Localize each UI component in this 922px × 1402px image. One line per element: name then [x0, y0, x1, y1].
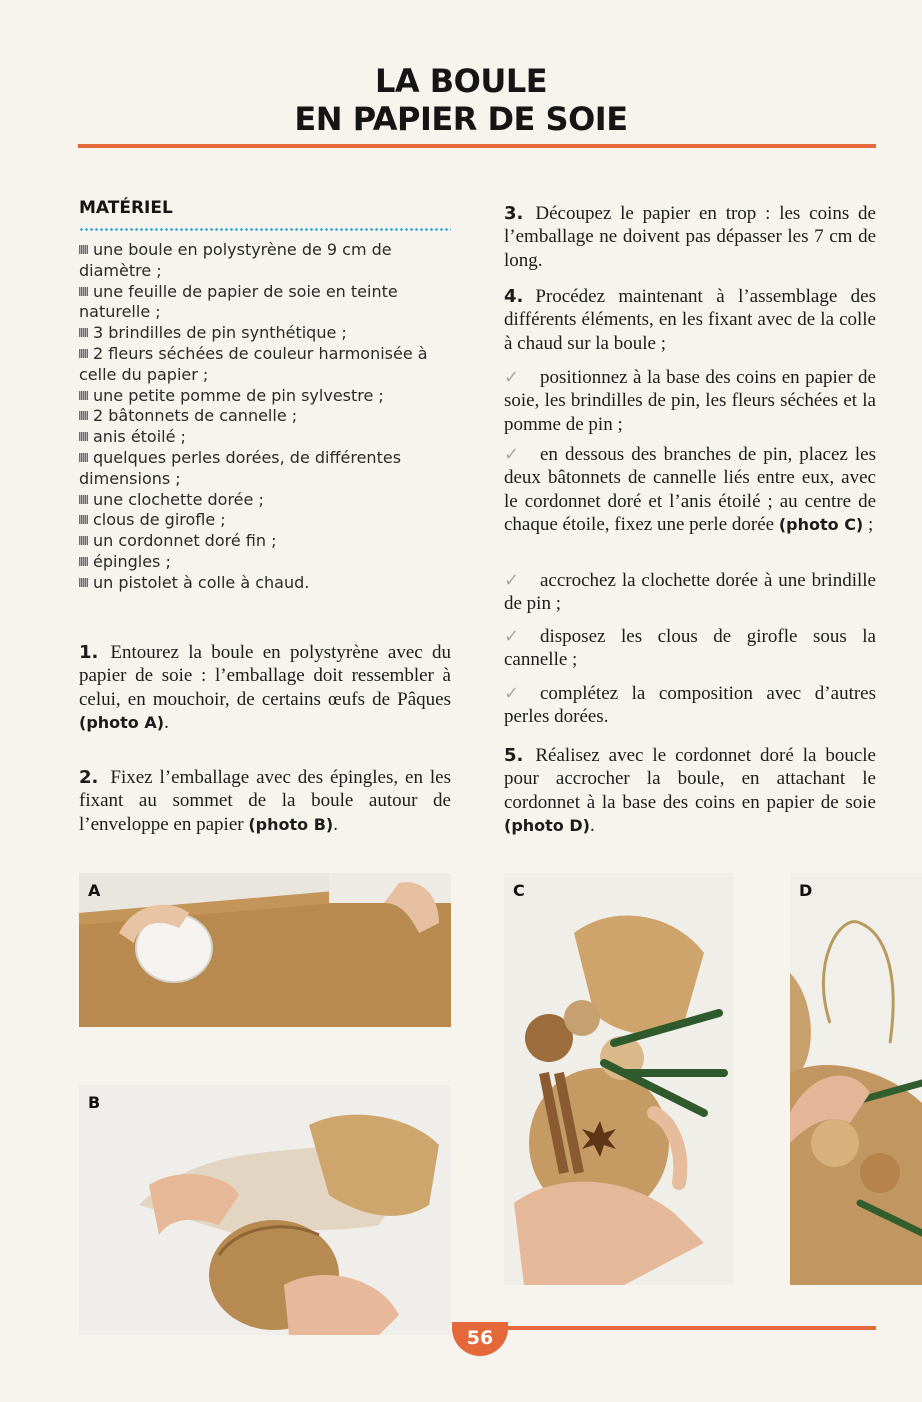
substep-2: ✓ en dessous des branches de pin, placez les deux bâtonnets de cannelle liés entre eux, avec le cordonnet doré et l’anis étoilé ; au centre de chaque étoile, fixez une perle dorée (photo C) ;: [504, 444, 876, 535]
square-bullet-icon: [79, 453, 88, 462]
list-item: épingles ;: [79, 552, 451, 573]
list-item: une feuille de papier de soie en teinte naturelle ;: [79, 281, 398, 322]
check-mark-icon: ✓: [504, 683, 520, 704]
photo-c: [504, 873, 734, 1285]
square-bullet-icon: [79, 391, 88, 400]
page-title: [0, 62, 922, 138]
square-bullet-icon: [79, 578, 88, 587]
photo-reference: (photo D): [504, 815, 590, 835]
step-2: 2. Fixez l’emballage avec des épingles, en les fixant au sommet de la boule autour de l’enveloppe en papier (photo B).: [79, 767, 451, 835]
photo-reference: (photo A): [79, 712, 165, 732]
check-mark-icon: ✓: [504, 570, 520, 591]
check-mark-icon: ✓: [504, 444, 520, 465]
substep-3: [504, 569, 876, 616]
page-number: 56: [452, 1322, 508, 1356]
photo-d-illustration: [790, 873, 922, 1285]
step-number: 1.: [79, 642, 99, 663]
step-4: [504, 285, 876, 355]
square-bullet-icon: [79, 495, 88, 504]
photo-label: C: [513, 881, 525, 900]
step-number: 4.: [504, 286, 524, 307]
list-item: un pistolet à colle à chaud.: [79, 573, 451, 594]
square-bullet-icon: [79, 432, 88, 441]
substep-5: [504, 682, 876, 729]
check-mark-icon: ✓: [504, 367, 520, 388]
step-text: complétez la composition avec d’autres perles dorées.: [504, 683, 876, 728]
step-text: Fixez l’emballage avec des épingles, en les fixant au sommet de la boule autour de l’enveloppe en papier: [79, 767, 451, 835]
square-bullet-icon: [79, 245, 88, 254]
step-number: 5.: [504, 745, 524, 766]
photo-label: B: [88, 1093, 101, 1112]
photo-b: [79, 1085, 451, 1335]
list-item: une petite pomme de pin sylvestre ;: [79, 386, 451, 407]
photo-a: [79, 873, 451, 1027]
materials-list: [79, 240, 451, 594]
square-bullet-icon: [79, 411, 88, 420]
check-mark-icon: ✓: [504, 626, 520, 647]
list-item: clous de girofle ;: [79, 510, 451, 531]
photo-reference: (photo C): [778, 514, 864, 534]
square-bullet-icon: [79, 328, 88, 337]
list-item: un cordonnet doré fin ;: [79, 531, 451, 552]
step-3: [504, 202, 876, 272]
photo-b-illustration: [79, 1085, 451, 1335]
step-1: 1. Entourez la boule en polystyrène avec du papier de soie : l’emballage doit ressembler à celui, en mouchoir, de certains œufs de Pâques (photo A).: [79, 642, 451, 733]
list-item: 2 bâtonnets de cannelle ;: [79, 406, 451, 427]
square-bullet-icon: [79, 557, 88, 566]
page-title-line-1: LA BOULE: [374, 62, 548, 100]
photo-a-illustration: [79, 873, 451, 1027]
substep-4: [504, 625, 876, 672]
substep-1: [504, 366, 876, 436]
photo-reference: (photo B): [248, 814, 334, 834]
photo-d: [790, 873, 922, 1285]
list-item: une boule en polystyrène de 9 cm de diamètre ;: [79, 240, 392, 280]
list-item: 3 brindilles de pin synthétique ;: [79, 323, 451, 344]
page-title-line-2: EN PAPIER DE SOIE: [294, 100, 628, 138]
photo-label: A: [88, 881, 101, 900]
materials-heading: MATÉRIEL: [79, 198, 173, 218]
step-text: Procédez maintenant à l’assemblage des différents éléments, en les fixant avec de la colle à chaud sur la boule ;: [504, 286, 876, 354]
step-text: disposez les clous de girofle sous la cannelle ;: [504, 626, 876, 671]
list-item: quelques perles dorées, de différentes dimensions ;: [79, 447, 402, 488]
title-divider: [78, 144, 876, 148]
photo-label: D: [799, 881, 813, 900]
square-bullet-icon: [79, 287, 88, 296]
step-text: Entourez la boule en polystyrène avec du papier de soie : l’emballage doit ressembler à celui, en mouchoir, de certains œufs de Pâques: [79, 642, 451, 710]
square-bullet-icon: [79, 349, 88, 358]
step-text: Réalisez avec le cordonnet doré la boucle pour accrocher la boule, en attachant le cordonnet à la base des coins en papier de soie: [504, 745, 876, 813]
list-item: une clochette dorée ;: [79, 490, 451, 511]
square-bullet-icon: [79, 515, 88, 524]
step-text: en dessous des branches de pin, placez les deux bâtonnets de cannelle liés entre eux, avec le cordonnet doré et l’anis étoilé ; au centre de chaque étoile, fixez une perle dorée: [504, 444, 876, 535]
list-item: anis étoilé ;: [79, 427, 451, 448]
square-bullet-icon: [79, 536, 88, 545]
step-number: 3.: [504, 203, 524, 224]
step-text: accrochez la clochette dorée à une brindille de pin ;: [504, 570, 876, 615]
footer-divider: [452, 1326, 876, 1330]
photo-c-illustration: [504, 873, 734, 1285]
step-text: positionnez à la base des coins en papier de soie, les brindilles de pin, les fleurs séchées et la pomme de pin ;: [504, 367, 876, 435]
step-text: Découpez le papier en trop : les coins de l’emballage ne doivent pas dépasser les 7 cm de long.: [504, 203, 876, 271]
list-item: 2 fleurs séchées de couleur harmonisée à celle du papier ;: [79, 343, 428, 384]
materials-dotted-rule: [79, 228, 451, 231]
step-5: 5. Réalisez avec le cordonnet doré la boucle pour accrocher la boule, en attachant le cordonnet à la base des coins en papier de soie (photo D).: [504, 745, 876, 836]
step-number: 2.: [79, 767, 99, 788]
